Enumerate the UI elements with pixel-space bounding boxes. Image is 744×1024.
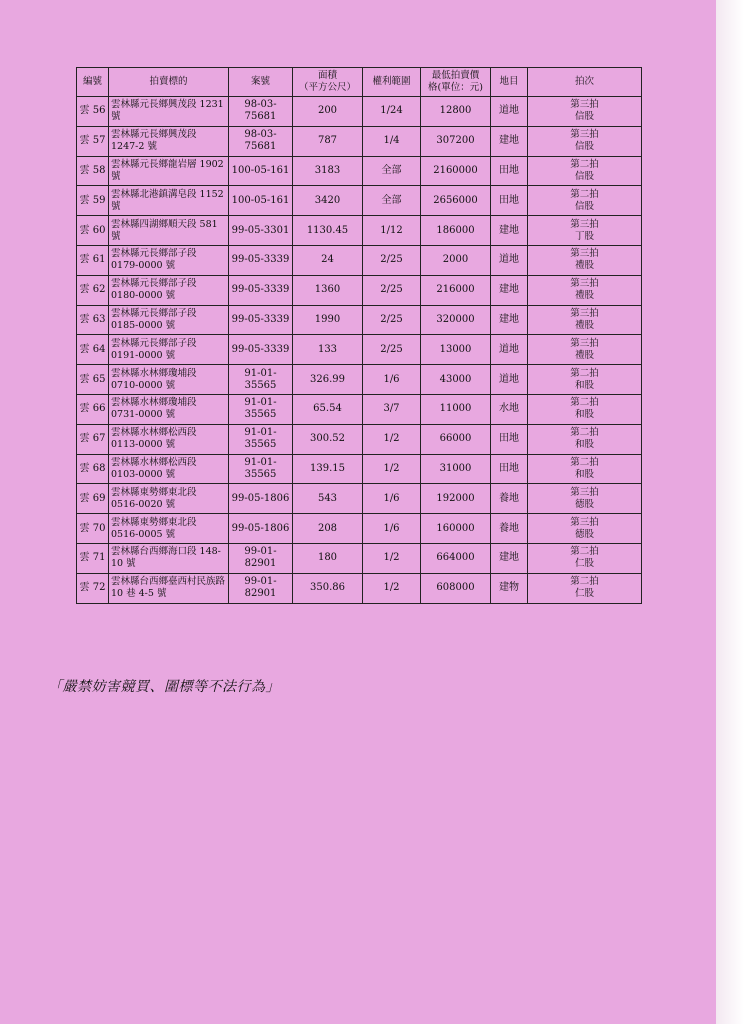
cell-land-use: 田地	[491, 454, 528, 484]
cell-min-price: 31000	[421, 454, 491, 484]
cell-id: 雲 68	[77, 454, 109, 484]
cell-rights: 2/25	[363, 275, 421, 305]
cell-rights: 1/12	[363, 216, 421, 246]
cell-id: 雲 56	[77, 97, 109, 127]
cell-auction-round: 第三拍 禮股	[528, 275, 642, 305]
cell-case-no: 100-05-161	[229, 186, 293, 216]
cell-area: 3183	[293, 156, 363, 186]
cell-min-price: 11000	[421, 394, 491, 424]
cell-target: 雲林縣台西鄉臺西村民族路 10 巷 4-5 號	[109, 573, 229, 603]
cell-rights: 1/6	[363, 484, 421, 514]
cell-land-use: 建地	[491, 126, 528, 156]
cell-id: 雲 66	[77, 394, 109, 424]
cell-target: 雲林縣水林鄉瓊埔段 0710-0000 號	[109, 365, 229, 395]
table-row	[77, 275, 642, 305]
cell-auction-round: 第二拍 和股	[528, 365, 642, 395]
header-id: 編號	[77, 68, 109, 97]
cell-id: 雲 65	[77, 365, 109, 395]
cell-auction-round: 第三拍 信股	[528, 97, 642, 127]
cell-id: 雲 64	[77, 335, 109, 365]
table-row	[77, 365, 642, 395]
cell-auction-round: 第三拍 德股	[528, 484, 642, 514]
table-row	[77, 305, 642, 335]
cell-id: 雲 60	[77, 216, 109, 246]
cell-rights: 1/2	[363, 454, 421, 484]
cell-area: 350.86	[293, 573, 363, 603]
cell-rights: 1/2	[363, 573, 421, 603]
cell-min-price: 186000	[421, 216, 491, 246]
cell-rights: 3/7	[363, 394, 421, 424]
header-case-no: 案號	[229, 68, 293, 97]
cell-id: 雲 69	[77, 484, 109, 514]
cell-id: 雲 59	[77, 186, 109, 216]
cell-case-no: 99-01-82901	[229, 543, 293, 573]
header-area: 面積 （平方公尺）	[293, 68, 363, 97]
cell-min-price: 307200	[421, 126, 491, 156]
cell-auction-round: 第二拍 信股	[528, 156, 642, 186]
table-row	[77, 335, 642, 365]
cell-case-no: 99-05-3301	[229, 216, 293, 246]
cell-target: 雲林縣水林鄉瓊埔段 0731-0000 號	[109, 394, 229, 424]
table-row	[77, 156, 642, 186]
cell-area: 1360	[293, 275, 363, 305]
cell-auction-round: 第三拍 禮股	[528, 245, 642, 275]
cell-min-price: 13000	[421, 335, 491, 365]
scan-edge	[716, 0, 744, 1024]
cell-min-price: 320000	[421, 305, 491, 335]
header-auction-round: 拍次	[528, 68, 642, 97]
cell-target: 雲林縣元長鄉龍岩層 1902 號	[109, 156, 229, 186]
cell-rights: 2/25	[363, 335, 421, 365]
cell-case-no: 91-01-35565	[229, 394, 293, 424]
header-target: 拍賣標的	[109, 68, 229, 97]
cell-land-use: 道地	[491, 335, 528, 365]
cell-case-no: 99-05-3339	[229, 305, 293, 335]
cell-min-price: 192000	[421, 484, 491, 514]
cell-area: 1130.45	[293, 216, 363, 246]
cell-id: 雲 71	[77, 543, 109, 573]
cell-rights: 1/2	[363, 424, 421, 454]
cell-id: 雲 58	[77, 156, 109, 186]
cell-auction-round: 第二拍 和股	[528, 454, 642, 484]
cell-land-use: 田地	[491, 156, 528, 186]
cell-land-use: 建地	[491, 543, 528, 573]
cell-area: 200	[293, 97, 363, 127]
cell-min-price: 2656000	[421, 186, 491, 216]
table-row	[77, 97, 642, 127]
cell-land-use: 建地	[491, 305, 528, 335]
cell-target: 雲林縣元長鄉興茂段 1231 號	[109, 97, 229, 127]
cell-min-price: 66000	[421, 424, 491, 454]
table-row	[77, 454, 642, 484]
cell-area: 24	[293, 245, 363, 275]
cell-land-use: 建物	[491, 573, 528, 603]
table-row	[77, 573, 642, 603]
cell-land-use: 養地	[491, 484, 528, 514]
cell-land-use: 建地	[491, 216, 528, 246]
cell-case-no: 99-05-3339	[229, 335, 293, 365]
table-row	[77, 514, 642, 544]
cell-land-use: 田地	[491, 186, 528, 216]
cell-area: 787	[293, 126, 363, 156]
cell-area: 65.54	[293, 394, 363, 424]
cell-area: 133	[293, 335, 363, 365]
cell-auction-round: 第三拍 德股	[528, 514, 642, 544]
cell-target: 雲林縣東勢鄉東北段 0516-0005 號	[109, 514, 229, 544]
header-rights: 權利範圍	[363, 68, 421, 97]
cell-id: 雲 70	[77, 514, 109, 544]
table-row	[77, 216, 642, 246]
cell-area: 1990	[293, 305, 363, 335]
cell-min-price: 2160000	[421, 156, 491, 186]
cell-land-use: 建地	[491, 275, 528, 305]
cell-area: 180	[293, 543, 363, 573]
table-header-row	[77, 68, 642, 97]
cell-auction-round: 第三拍 信股	[528, 126, 642, 156]
cell-auction-round: 第二拍 和股	[528, 394, 642, 424]
notice-text: 「嚴禁妨害競買、圍標等不法行為」	[48, 679, 280, 695]
cell-auction-round: 第二拍 仁股	[528, 543, 642, 573]
cell-auction-round: 第三拍 丁股	[528, 216, 642, 246]
cell-rights: 1/6	[363, 365, 421, 395]
cell-id: 雲 72	[77, 573, 109, 603]
cell-rights: 2/25	[363, 305, 421, 335]
cell-target: 雲林縣元長鄉興茂段 1247-2 號	[109, 126, 229, 156]
cell-case-no: 91-01-35565	[229, 365, 293, 395]
cell-auction-round: 第二拍 和股	[528, 424, 642, 454]
table-row	[77, 484, 642, 514]
table-row	[77, 394, 642, 424]
cell-rights: 全部	[363, 186, 421, 216]
cell-target: 雲林縣東勢鄉東北段 0516-0020 號	[109, 484, 229, 514]
cell-id: 雲 61	[77, 245, 109, 275]
cell-land-use: 養地	[491, 514, 528, 544]
cell-min-price: 2000	[421, 245, 491, 275]
cell-auction-round: 第二拍 信股	[528, 186, 642, 216]
header-land-use: 地目	[491, 68, 528, 97]
cell-rights: 全部	[363, 156, 421, 186]
cell-rights: 1/2	[363, 543, 421, 573]
cell-area: 3420	[293, 186, 363, 216]
cell-area: 326.99	[293, 365, 363, 395]
table-row	[77, 126, 642, 156]
cell-land-use: 道地	[491, 365, 528, 395]
table-row	[77, 186, 642, 216]
cell-min-price: 608000	[421, 573, 491, 603]
cell-case-no: 100-05-161	[229, 156, 293, 186]
table-row	[77, 424, 642, 454]
cell-target: 雲林縣水林鄉松西段 0103-0000 號	[109, 454, 229, 484]
cell-auction-round: 第二拍 仁股	[528, 573, 642, 603]
cell-target: 雲林縣元長鄉部子段 0180-0000 號	[109, 275, 229, 305]
cell-area: 300.52	[293, 424, 363, 454]
cell-min-price: 664000	[421, 543, 491, 573]
table-row	[77, 543, 642, 573]
cell-case-no: 99-05-1806	[229, 514, 293, 544]
cell-land-use: 水地	[491, 394, 528, 424]
cell-target: 雲林縣北港鎮溝皂段 1152 號	[109, 186, 229, 216]
cell-id: 雲 63	[77, 305, 109, 335]
cell-target: 雲林縣台西鄉海口段 148-10 號	[109, 543, 229, 573]
cell-case-no: 99-01-82901	[229, 573, 293, 603]
cell-min-price: 160000	[421, 514, 491, 544]
cell-case-no: 98-03-75681	[229, 126, 293, 156]
cell-case-no: 91-01-35565	[229, 454, 293, 484]
cell-area: 543	[293, 484, 363, 514]
cell-land-use: 田地	[491, 424, 528, 454]
cell-case-no: 99-05-1806	[229, 484, 293, 514]
cell-case-no: 99-05-3339	[229, 245, 293, 275]
table-row	[77, 245, 642, 275]
cell-rights: 1/6	[363, 514, 421, 544]
cell-case-no: 99-05-3339	[229, 275, 293, 305]
cell-case-no: 91-01-35565	[229, 424, 293, 454]
cell-id: 雲 67	[77, 424, 109, 454]
cell-target: 雲林縣元長鄉部子段 0185-0000 號	[109, 305, 229, 335]
cell-min-price: 216000	[421, 275, 491, 305]
cell-area: 139.15	[293, 454, 363, 484]
cell-target: 雲林縣四湖鄉順天段 581 號	[109, 216, 229, 246]
cell-case-no: 98-03-75681	[229, 97, 293, 127]
cell-rights: 2/25	[363, 245, 421, 275]
cell-area: 208	[293, 514, 363, 544]
cell-rights: 1/24	[363, 97, 421, 127]
cell-min-price: 43000	[421, 365, 491, 395]
header-min-price: 最低拍賣價 格(單位：元)	[421, 68, 491, 97]
cell-id: 雲 57	[77, 126, 109, 156]
cell-rights: 1/4	[363, 126, 421, 156]
cell-min-price: 12800	[421, 97, 491, 127]
cell-auction-round: 第三拍 禮股	[528, 305, 642, 335]
cell-target: 雲林縣元長鄉部子段 0179-0000 號	[109, 245, 229, 275]
cell-auction-round: 第三拍 禮股	[528, 335, 642, 365]
cell-id: 雲 62	[77, 275, 109, 305]
cell-land-use: 道地	[491, 245, 528, 275]
auction-table	[76, 67, 642, 604]
cell-land-use: 道地	[491, 97, 528, 127]
cell-target: 雲林縣元長鄉部子段 0191-0000 號	[109, 335, 229, 365]
cell-target: 雲林縣水林鄉松西段 0113-0000 號	[109, 424, 229, 454]
